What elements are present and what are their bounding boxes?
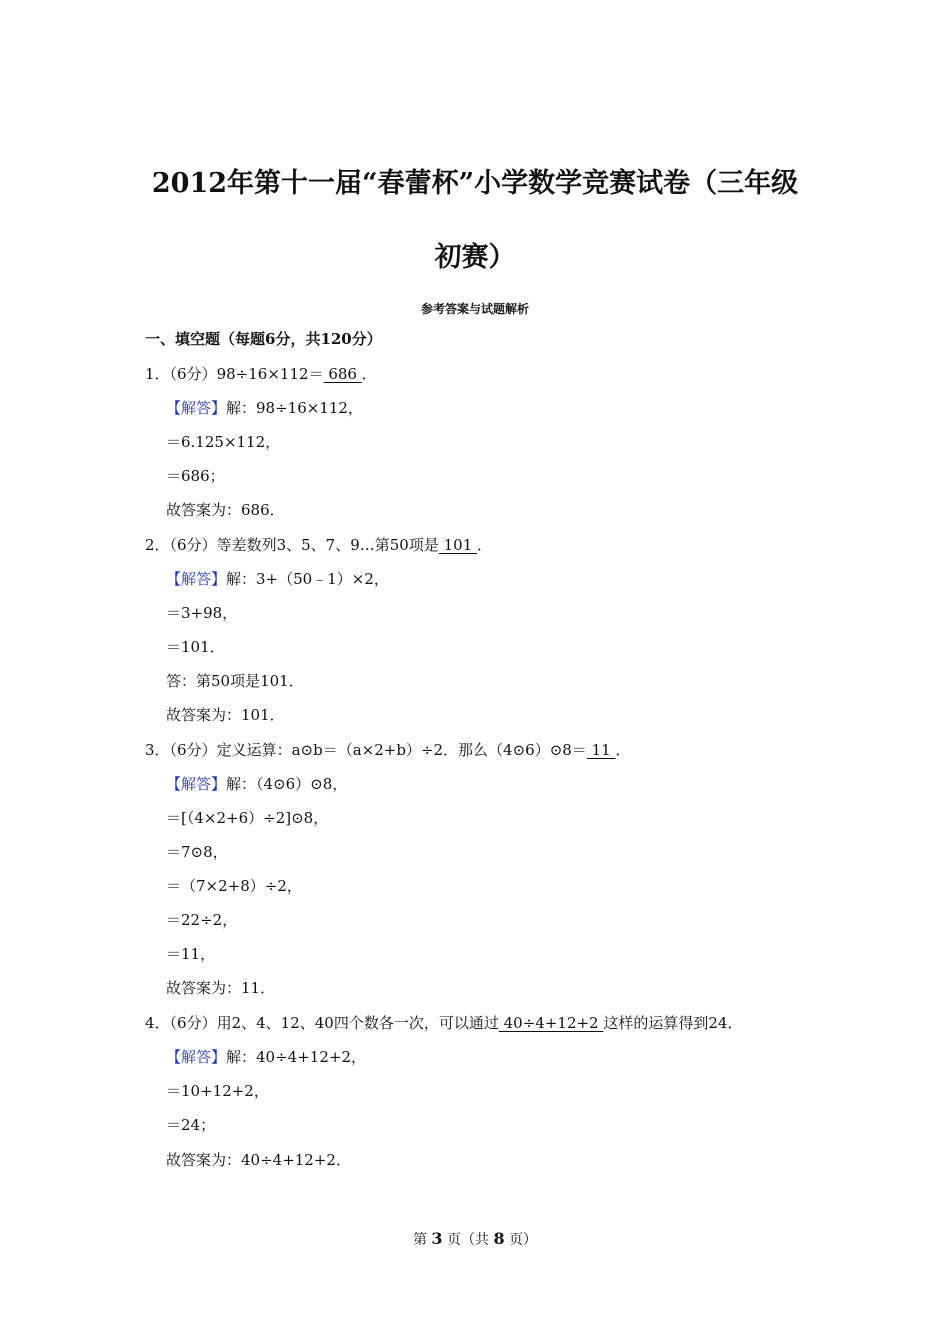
solution-1-first-line: [166, 398, 363, 418]
solution-step: ＝7⊙8，: [166, 843, 228, 861]
solution-step: ＝6.125×112，: [166, 433, 281, 451]
solution-step: ＝3+98，: [166, 604, 238, 622]
solution-conclusion: 故答案为：40÷4+12+2．: [166, 1151, 351, 1169]
solution-step: ＝11，: [166, 945, 216, 963]
question-points: （6分）: [169, 365, 217, 383]
question-stem-end: ．: [477, 536, 493, 554]
question-number: 3．: [145, 741, 170, 759]
question-stem: 定义运算：a⊙b＝（a×2+b）÷2．那么（4⊙6）⊙8＝: [216, 741, 587, 759]
current-page-number: 3: [431, 1229, 443, 1248]
solution-step: ＝686；: [166, 467, 225, 485]
page-title-line-1: 2012年第十一届“春蕾杯”小学数学竞赛试卷（三年级: [151, 168, 799, 199]
solution-step: ＝101．: [166, 638, 225, 656]
answer-blank: 101: [438, 536, 478, 554]
solution-text: 解：40÷4+12+2，: [226, 1048, 366, 1066]
solution-conclusion: 故答案为：101．: [166, 706, 285, 724]
question-stem-end: ．: [361, 365, 377, 383]
page-footer: [0, 1229, 950, 1249]
question-stem-end: ．: [615, 741, 631, 759]
question-points: （6分）: [169, 1014, 217, 1032]
solution-2-first-line: [166, 569, 389, 589]
footer-suffix: 页）: [504, 1232, 538, 1248]
solution-conclusion: 故答案为：686．: [166, 501, 285, 519]
total-page-count: 8: [493, 1229, 505, 1248]
question-number: 2．: [145, 536, 170, 554]
solution-4-first-line: [166, 1047, 366, 1067]
answer-label: 【解答】: [166, 1048, 227, 1066]
footer-middle: 页（共: [442, 1232, 494, 1248]
question-3: [145, 740, 630, 760]
question-stem: 用2、4、12、40四个数各一次，可以通过: [216, 1014, 499, 1032]
solution-text: 解：3+（50﹣1）×2，: [226, 570, 389, 588]
answer-label: 【解答】: [166, 399, 227, 417]
answer-label: 【解答】: [166, 570, 227, 588]
solution-step: 答：第50项是101．: [166, 672, 304, 690]
solution-text: 解：（4⊙6）⊙8，: [226, 775, 348, 793]
answer-blank: 11: [586, 741, 616, 759]
question-stem: 等差数列3、5、7、9…第50项是: [216, 536, 439, 554]
question-number: 1．: [145, 365, 170, 383]
answer-blank: 40÷4+12+2: [498, 1014, 604, 1032]
question-points: （6分）: [169, 536, 217, 554]
solution-step: ＝22÷2，: [166, 911, 238, 929]
question-stem-end: 这样的运算得到24．: [603, 1014, 743, 1032]
solution-step: ＝10+12+2，: [166, 1082, 269, 1100]
solution-conclusion: 故答案为：11．: [166, 979, 276, 997]
question-stem: 98÷16×112＝: [216, 365, 324, 383]
answer-blank: 686: [323, 365, 362, 383]
question-2: [145, 535, 492, 555]
subtitle: 参考答案与试题解析: [420, 302, 529, 316]
footer-prefix: 第: [412, 1232, 432, 1248]
solution-text: 解：98÷16×112，: [226, 399, 363, 417]
solution-step: ＝24；: [166, 1116, 216, 1134]
question-4: [145, 1013, 742, 1033]
solution-3-first-line: [166, 774, 347, 794]
question-1: [145, 364, 377, 384]
section-heading: 一、填空题（每题6分，共120分）: [145, 330, 382, 348]
solution-step: ＝（7×2+8）÷2，: [166, 877, 302, 895]
question-number: 4．: [145, 1014, 170, 1032]
page-title-line-2: 初赛）: [434, 242, 516, 273]
question-points: （6分）: [169, 741, 217, 759]
solution-step: ＝[（4×2+6）÷2]⊙8，: [166, 809, 329, 827]
answer-label: 【解答】: [166, 775, 227, 793]
